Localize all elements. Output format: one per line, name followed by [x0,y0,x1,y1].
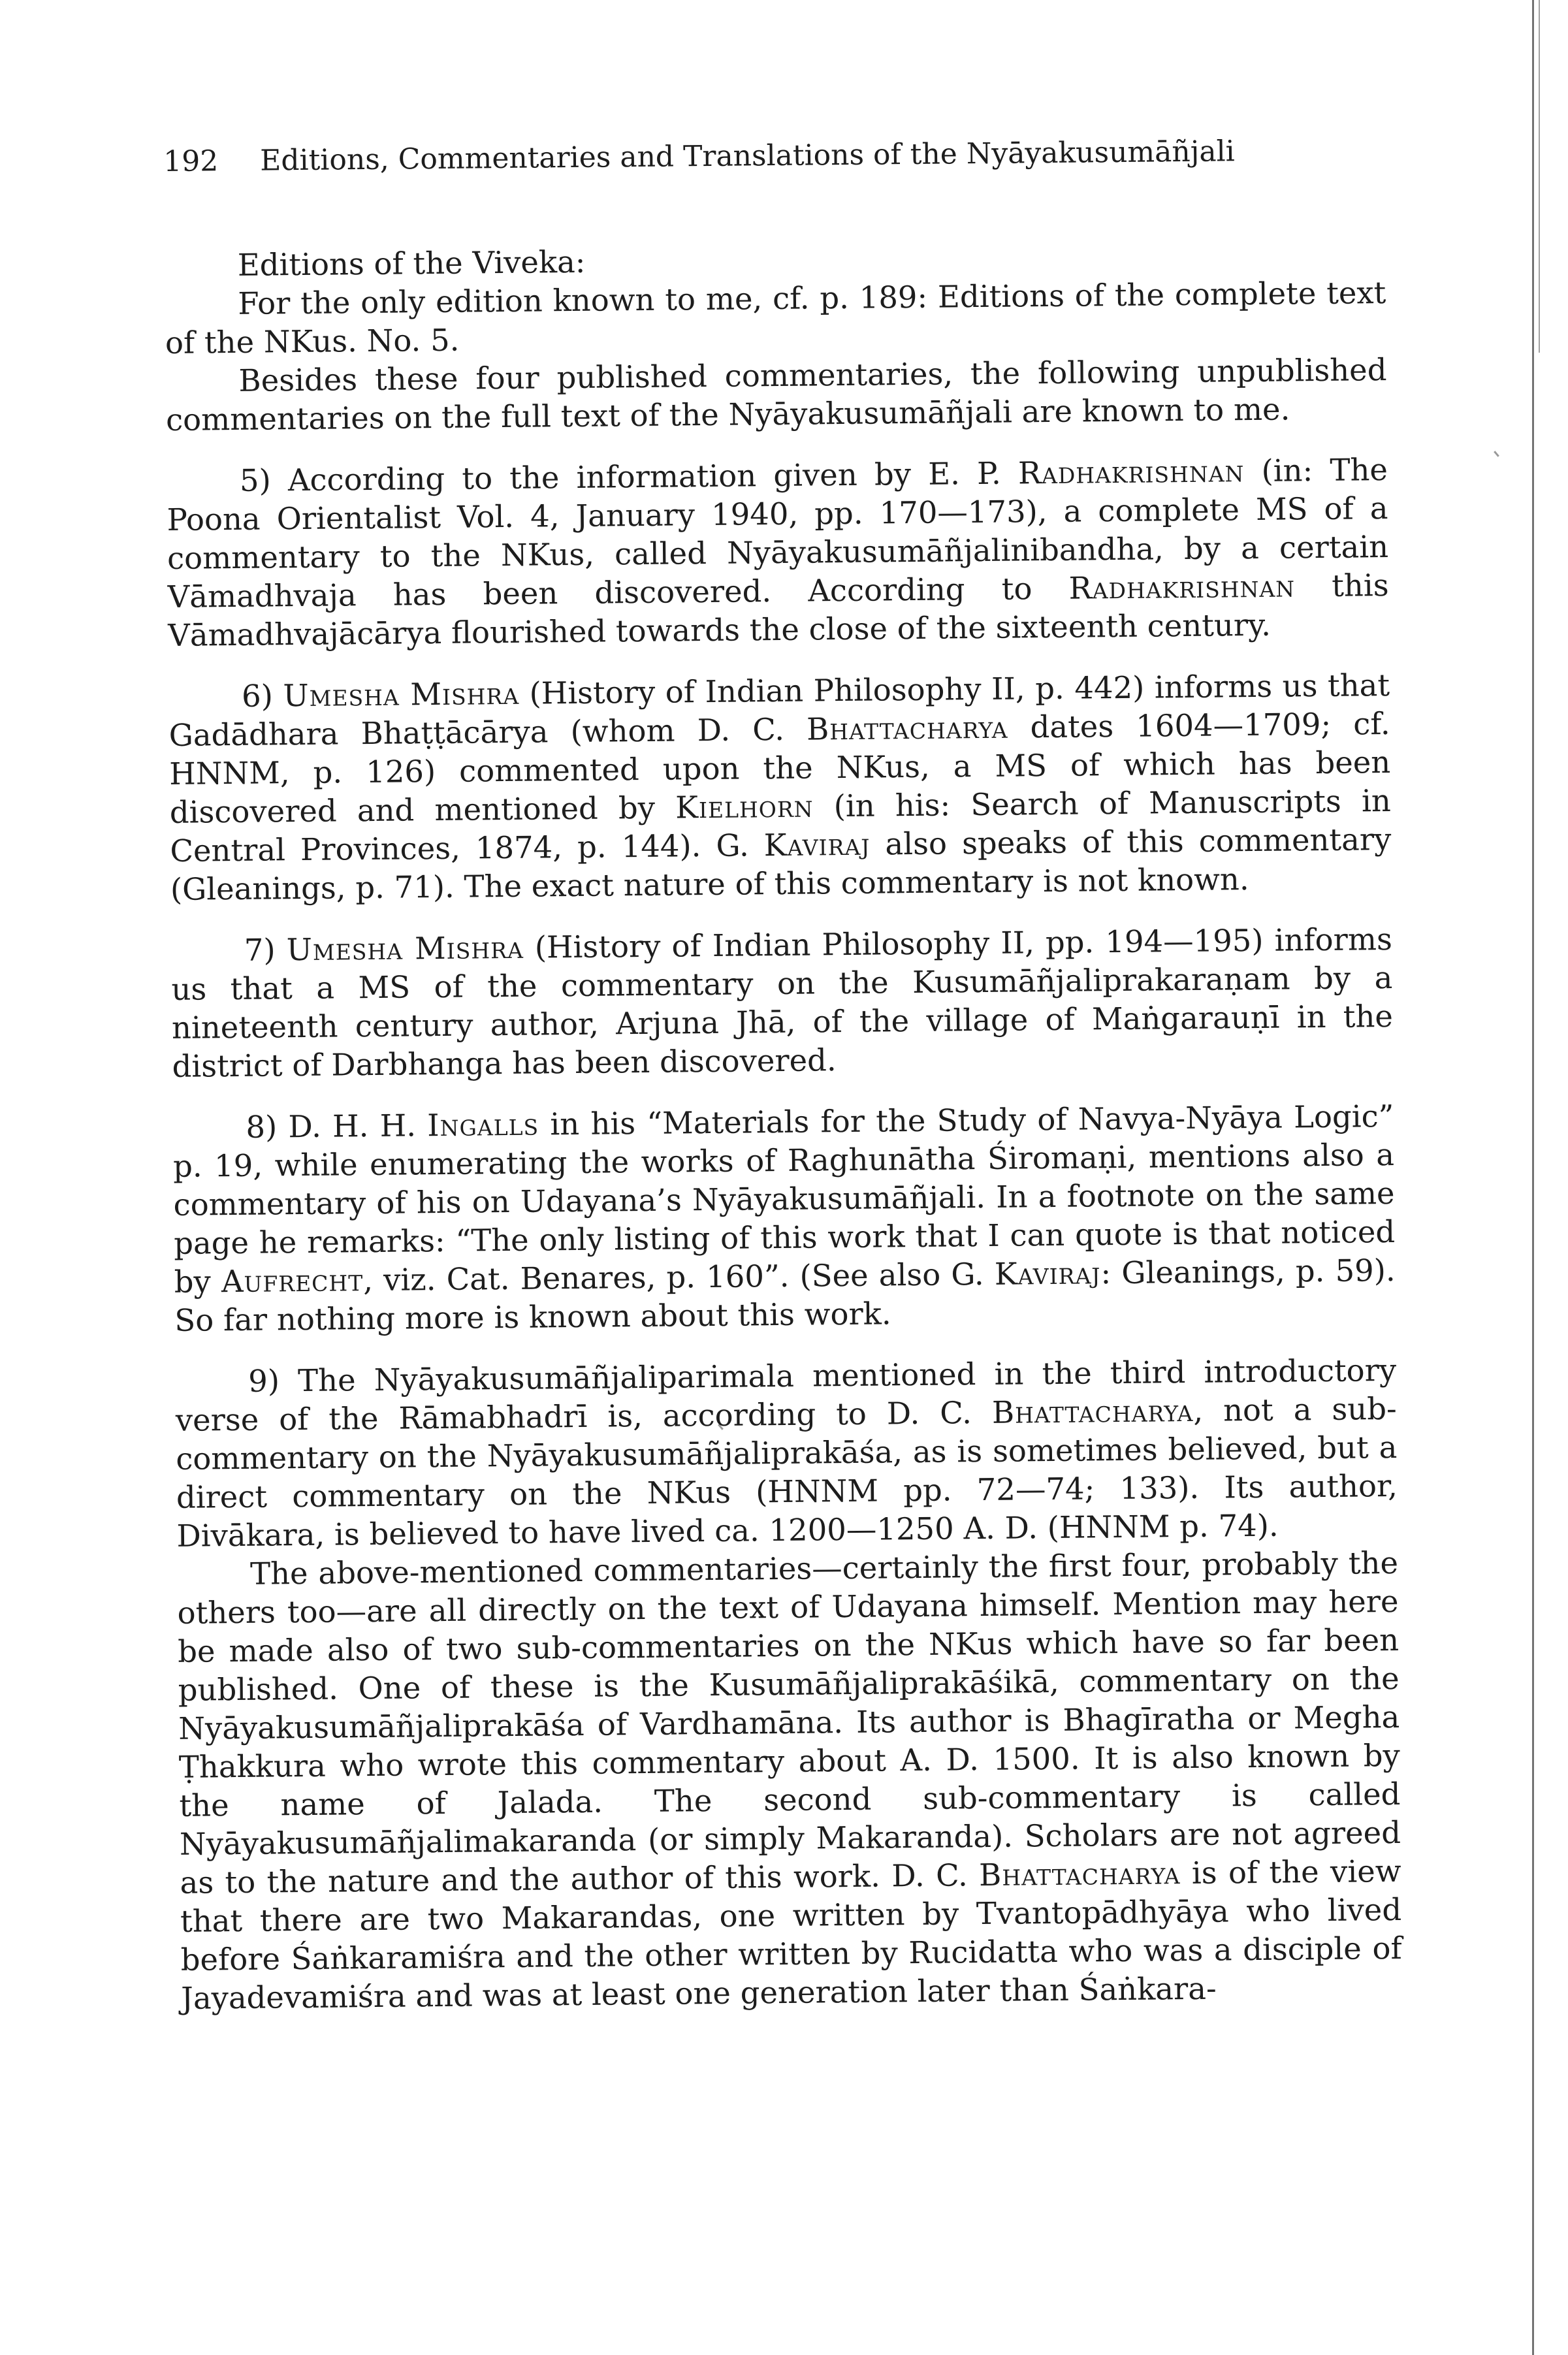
author-name: Kaviraj [994,1255,1101,1292]
scan-edge-line [1532,0,1534,2355]
text-run: , not a sub-commentary on the Nyāyakusumāñjaliprakāśa, as is sometimes believed, but a direct commentary on the NKus (HNNM pp. 72—74; 133). Its author, Divākara, is believed to have lived ca. 1200—1250 A. D. (HNNM p. 74). [176,1390,1398,1554]
text-run: (History of Indian Philosophy II, pp. 194—195) informs us that a MS of the commentary on the Kusumāñjaliprakaraṇam by a nineteenth century author, Arjuna Jhā, of the village of Maṅgarauṇī in the district of Darbhanga has been discovered. [171,921,1394,1084]
text-run: The above-mentioned commentaries—certainly the first four, probably the others too—are all directly on the text of Udayana himself. Mention may here be made also of two sub-commentaries on the NKus which have so far been published. One of these is the Kusumāñjaliprakāśikā, commentary on the Nyāyakusumāñjaliprakāśa of Vardhamāna. Its author is Bhagīratha or Megha Ṭhakkura who wrote this commentary about A. D. 1500. It is also known by the name of Jalada. The second sub-commentary is called Nyāyakusumāñjalimakaranda (or simply Makaranda). Scholars are not agreed as to the nature and the author of this work. D. C. [177,1545,1401,1900]
author-name: Bhattacharya [978,1855,1181,1893]
paragraph-item-6 [168,666,1392,909]
text-run: 9) The Nyāyakusumāñjaliparimala mentioned in the third introductory verse of the Rāmabhadrī is, according to D. C. [175,1352,1397,1438]
text-run: is of the view that there are two Makarandas, one written by Tvantopādhyāya who lived before Śaṅkaramiśra and the other written by Rucidatta who was a disciple of Jayadevamiśra and was at least one generation later than Śaṅkara- [180,1853,1402,2016]
text-run: (in: The Poona Orientalist Vol. 4, January 1940, pp. 170—173), a complete MS of a commentary to the NKus, called Nyāyakusumāñjalinibandha, by a certain Vāmadhvaja has been discovered. According to [167,452,1389,615]
paragraph-item-8 [172,1097,1396,1340]
text-run: 7) [244,932,287,968]
running-title: Editions, Commentaries and Translations of the Nyāyakusumāñjali [260,135,1235,178]
author-name: Ingalls [427,1106,539,1144]
text-run: 8) D. H. H. [246,1108,428,1145]
author-name: Kaviraj [763,826,871,863]
scan-speck [1494,451,1499,457]
text-run: , viz. Cat. Benares, p. 160”. (See also G. [362,1256,995,1298]
author-name: Kielhorn [675,788,814,825]
page-number: 192 [163,144,219,178]
text-run: (History of Indian Philosophy II, p. 442) informs us that Gadādhara Bhaṭṭācārya (whom D. C. [168,667,1390,753]
text-run: : Gleanings, p. 59). So far nothing more is known about this work. [174,1252,1396,1338]
scan-edge-line-secondary [1539,0,1540,353]
paragraph-item-5 [167,451,1390,655]
author-name: Radhakrishnan [1017,453,1245,491]
paragraph-sub-commentaries [177,1544,1403,2018]
text-run: 5) According to the information given by E. P. [239,455,1019,498]
author-name: Aufrecht [221,1262,364,1300]
text-run: also speaks of this commentary (Gleanings, p. 71). The exact nature of this commentary is not known. [170,822,1392,907]
paragraph-item-7 [171,920,1394,1086]
author-name: Bhattacharya [806,709,1008,747]
book-page [163,131,1402,2018]
text-run: 6) [241,678,283,714]
text-run: in his “Materials for the Study of Navya-Nyāya Logic” p. 19, while enumerating the works of Raghunātha Śiromaṇi, mentions also a commentary of his on Udayana’s Nyāyakusumāñjali. In a footnote on the same page he remarks: “The only listing of this work that I can quote is that noticed by [172,1098,1396,1300]
running-head [163,131,1384,182]
paragraph-viveka-edition: For the only edition known to me, cf. p. 189: Editions of the complete text of the NKus. No. 5. [165,275,1386,360]
section-heading-viveka-editions: Editions of the Viveka: [237,244,586,283]
text-run: (in his: Search of Manuscripts in Central Provinces, 1874, p. 144). G. [170,783,1392,869]
text-run: dates 1604—1709; cf. HNNM, p. 126) commented upon the NKus, a MS of which has been discovered and mentioned by [169,706,1391,830]
body-text [165,235,1403,2018]
author-name: Umesha Mishra [286,929,524,968]
author-name: Umesha Mishra [283,675,520,714]
author-name: Radhakrishnan [1068,568,1296,606]
paragraph-unpublished-intro: Besides these four published commentaries, the following unpublished commentaries on the full text of the Nyāyakusumāñjali are known to me. [165,352,1387,438]
paragraph-item-9 [175,1351,1398,1556]
author-name: Bhattacharya [991,1392,1194,1430]
text-run: this Vāmadhvajācārya flourished towards the close of the sixteenth century. [167,568,1389,653]
